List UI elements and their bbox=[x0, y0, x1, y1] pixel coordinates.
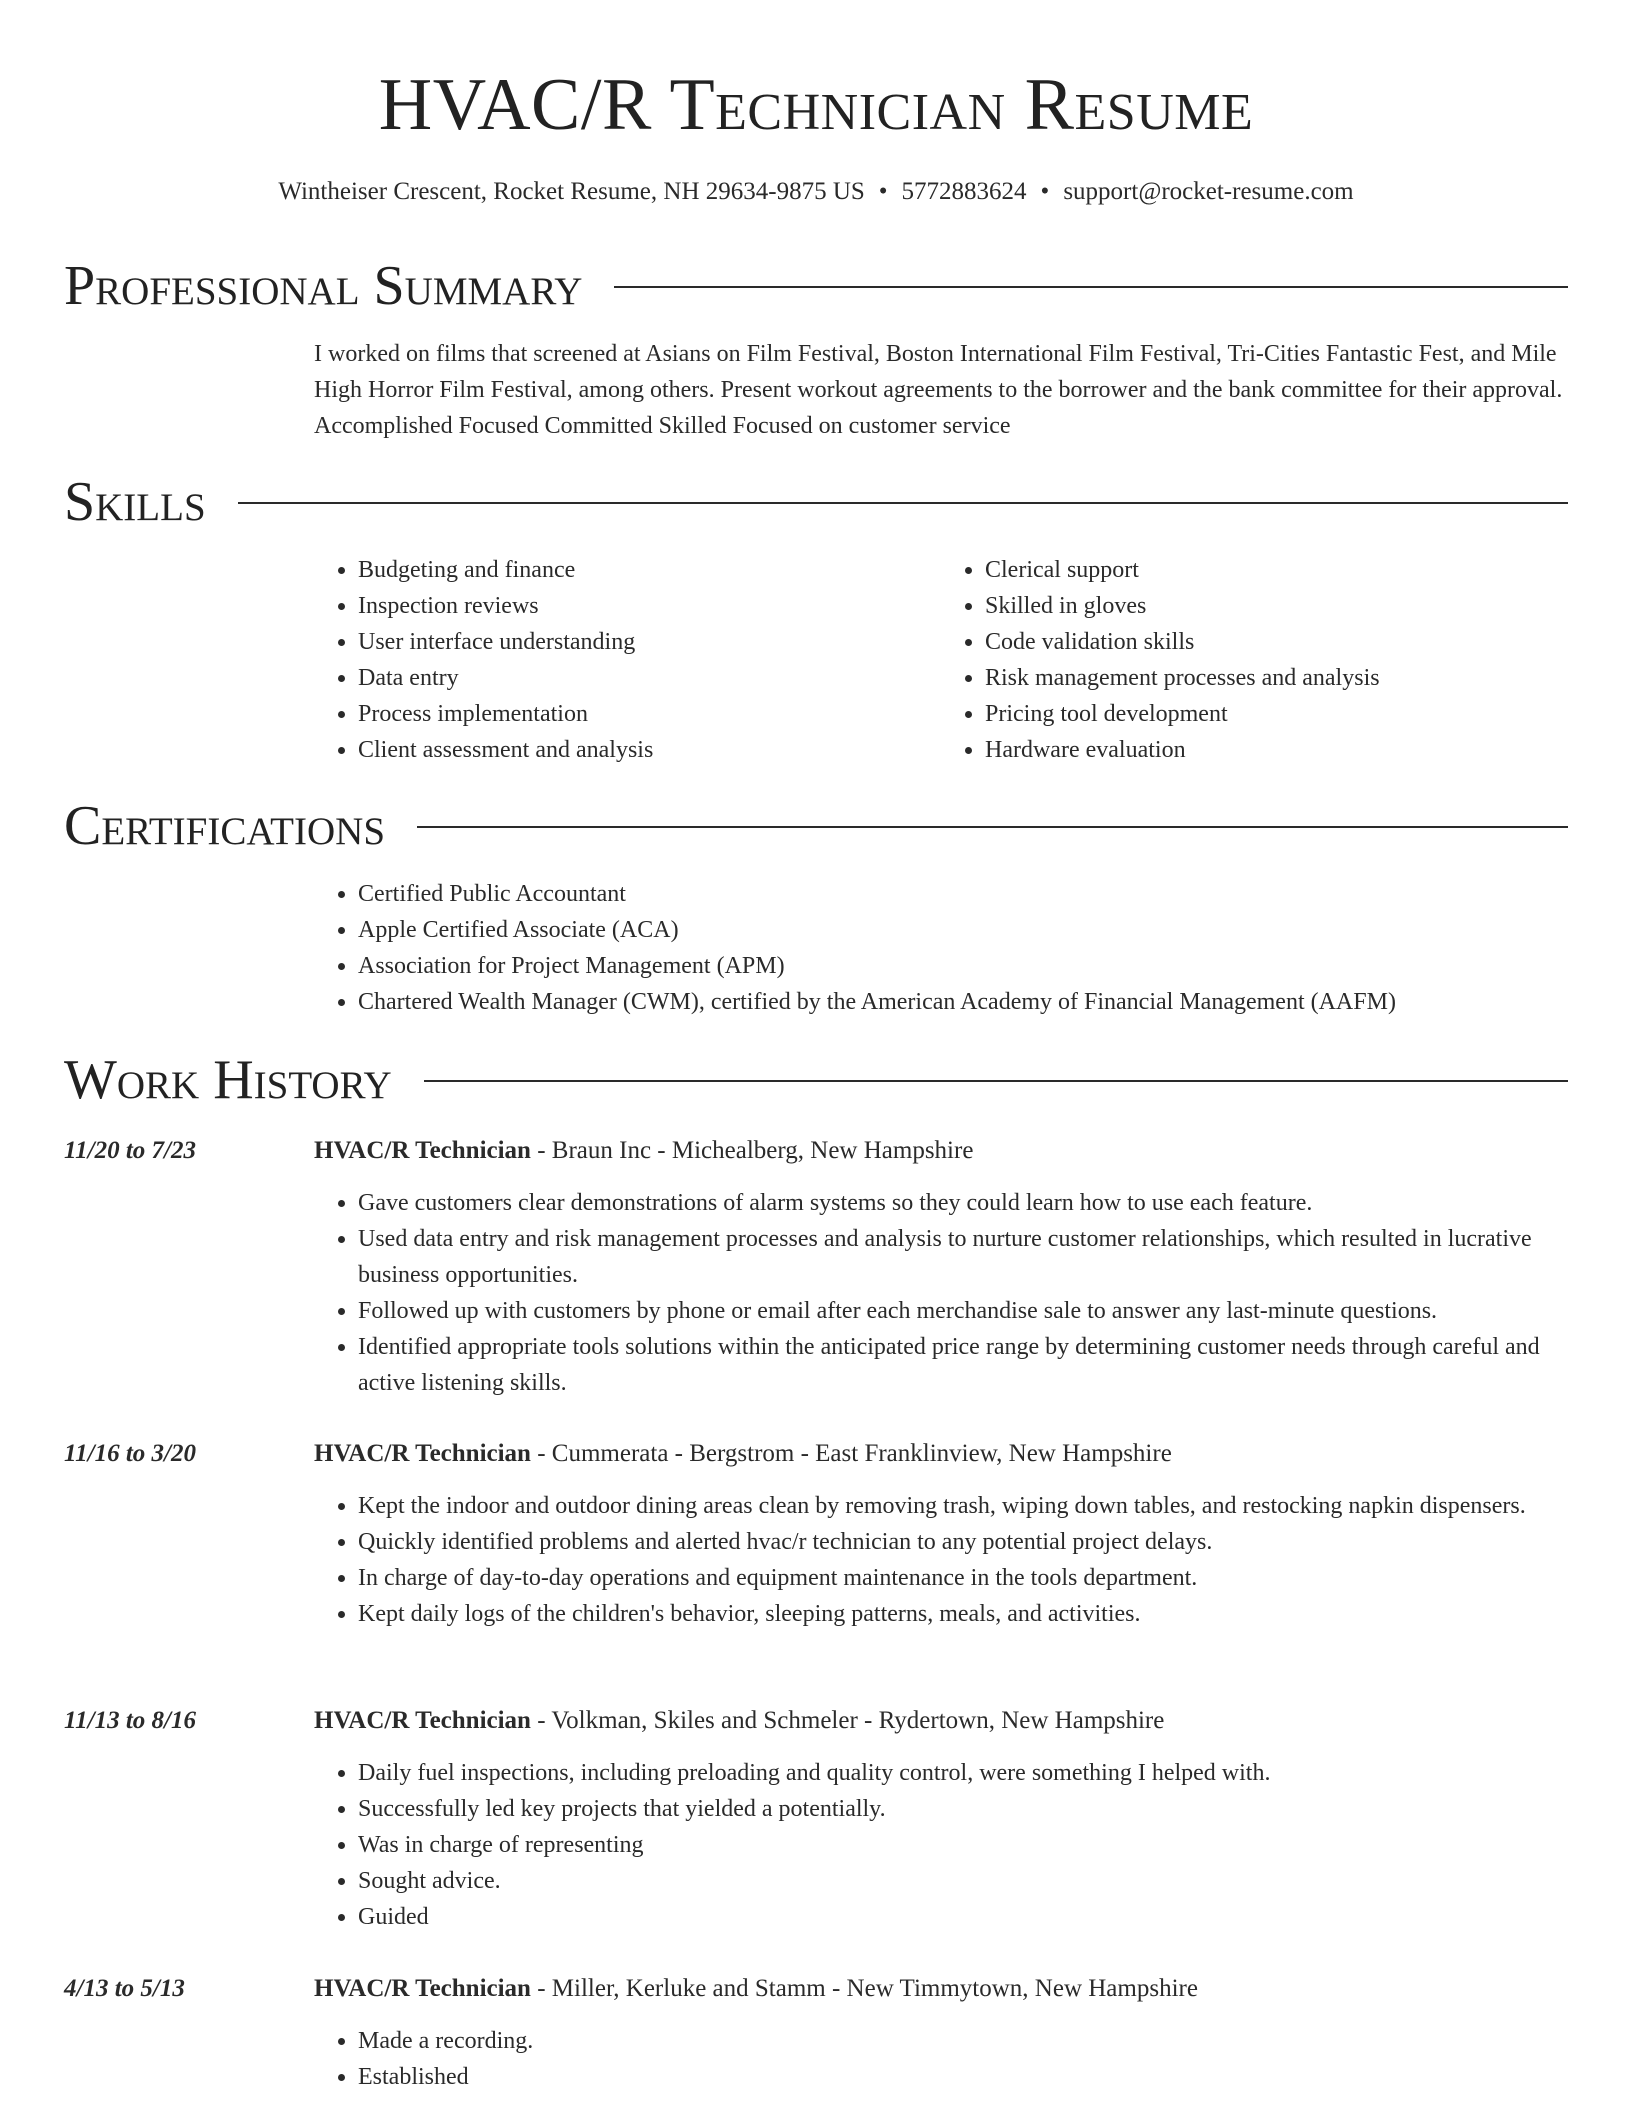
job-bullet: • Guided bbox=[358, 1899, 1568, 1935]
certification-item: • Apple Certified Associate (ACA) bbox=[358, 912, 1568, 948]
certifications-list bbox=[314, 876, 1568, 1020]
skill-item: • Clerical support bbox=[985, 552, 1568, 588]
contact-line bbox=[0, 175, 1632, 209]
job-bullet: • Kept daily logs of the children's behavior, sleeping patterns, meals, and activities. bbox=[358, 1596, 1568, 1632]
job-bullet: • In charge of day-to-day operations and equipment maintenance in the tools department. bbox=[358, 1560, 1568, 1596]
certification-item: • Association for Project Management (APM) bbox=[358, 948, 1568, 984]
job-title-line bbox=[314, 1436, 1172, 1472]
job-bullet: • Followed up with customers by phone or email after each merchandise sale to answer any last-minute questions. bbox=[358, 1293, 1568, 1329]
section-divider bbox=[417, 826, 1568, 828]
job-bullet: • Sought advice. bbox=[358, 1863, 1568, 1899]
skill-item: • Hardware evaluation bbox=[985, 732, 1568, 768]
skill-item: • Risk management processes and analysis bbox=[985, 660, 1568, 696]
job-role: HVAC/R Technician bbox=[314, 1707, 531, 1734]
contact-email: support@rocket-resume.com bbox=[1063, 178, 1354, 205]
job-bullet: • Kept the indoor and outdoor dining areas clean by removing trash, wiping down tables, and restocking napkin dispensers. bbox=[358, 1488, 1568, 1524]
job-dates: 11/13 to 8/16 bbox=[64, 1707, 196, 1734]
skill-item: • Pricing tool development bbox=[985, 696, 1568, 732]
job-dates: 11/20 to 7/23 bbox=[64, 1137, 196, 1164]
work-history-section-header bbox=[64, 1048, 1568, 1112]
job-bullet: • Was in charge of representing bbox=[358, 1827, 1568, 1863]
work-history-heading: Work History bbox=[64, 1049, 392, 1111]
job-title-line bbox=[314, 1703, 1164, 1739]
skill-item: • Inspection reviews bbox=[358, 588, 941, 624]
skill-item: • Budgeting and finance bbox=[358, 552, 941, 588]
job-bullet: • Identified appropriate tools solutions within the anticipated price range by determining customer needs through careful and active listening skills. bbox=[358, 1329, 1568, 1401]
job-bullet: • Made a recording. bbox=[358, 2023, 1568, 2059]
skill-item: • Data entry bbox=[358, 660, 941, 696]
contact-address: Wintheiser Crescent, Rocket Resume, NH 29634-9875 US bbox=[278, 178, 865, 205]
job-bullets bbox=[314, 2023, 1568, 2095]
skills-heading: Skills bbox=[64, 471, 206, 533]
job-bullet: • Daily fuel inspections, including preloading and quality control, were something I helped with. bbox=[358, 1755, 1568, 1791]
contact-separator: • bbox=[1040, 178, 1050, 205]
job-dates: 4/13 to 5/13 bbox=[64, 1975, 185, 2002]
summary-text: I worked on films that screened at Asians on Film Festival, Boston International Film Festival, Tri-Cities Fantastic Fest, and Mile High Horror Film Festival, among others. Present workout agreements to the borrower and the bank committee for their approval. Accomplished Focused Committed Skilled Focused on customer service bbox=[314, 341, 1563, 439]
skills-section-header bbox=[64, 470, 1568, 534]
job-bullet: • Established bbox=[358, 2059, 1568, 2095]
job-bullets bbox=[314, 1185, 1568, 1401]
section-divider bbox=[238, 502, 1568, 504]
contact-phone: 5772883624 bbox=[901, 178, 1027, 205]
job-bullets bbox=[314, 1488, 1568, 1632]
summary-heading: Professional Summary bbox=[64, 255, 583, 317]
certification-item: • Certified Public Accountant bbox=[358, 876, 1568, 912]
skill-item: • Code validation skills bbox=[985, 624, 1568, 660]
skills-column-left bbox=[314, 552, 941, 768]
job-bullet: • Gave customers clear demonstrations of alarm systems so they could learn how to use each feature. bbox=[358, 1185, 1568, 1221]
job-bullets bbox=[314, 1755, 1568, 1935]
contact-separator: • bbox=[878, 178, 888, 205]
skill-item: • Skilled in gloves bbox=[985, 588, 1568, 624]
resume-title: HVAC/R Technician Resume bbox=[378, 64, 1254, 146]
job-employer-location: - Cummerata - Bergstrom - East Franklinview, New Hampshire bbox=[530, 1440, 1172, 1467]
job-role: HVAC/R Technician bbox=[314, 1137, 531, 1164]
job-employer-location: - Braun Inc - Michealberg, New Hampshire bbox=[530, 1137, 974, 1164]
certifications-heading: Certifications bbox=[64, 795, 386, 857]
job-role: HVAC/R Technician bbox=[314, 1440, 531, 1467]
skill-item: • Client assessment and analysis bbox=[358, 732, 941, 768]
job-dates: 11/16 to 3/20 bbox=[64, 1440, 196, 1467]
skill-item: • User interface understanding bbox=[358, 624, 941, 660]
section-divider bbox=[424, 1080, 1568, 1082]
job-employer-location: - Volkman, Skiles and Schmeler - Rydertown, New Hampshire bbox=[530, 1707, 1165, 1734]
job-title-line bbox=[314, 1971, 1198, 2007]
certification-item: • Chartered Wealth Manager (CWM), certified by the American Academy of Financial Management (AAFM) bbox=[358, 984, 1568, 1020]
job-bullet: • Successfully led key projects that yielded a potentially. bbox=[358, 1791, 1568, 1827]
job-bullet: • Used data entry and risk management processes and analysis to nurture customer relationships, which resulted in lucrative business opportunities. bbox=[358, 1221, 1568, 1293]
skills-column-right bbox=[941, 552, 1568, 768]
job-bullet: • Quickly identified problems and alerted hvac/r technician to any potential project delays. bbox=[358, 1524, 1568, 1560]
job-role: HVAC/R Technician bbox=[314, 1975, 531, 2002]
certifications-section-header bbox=[64, 794, 1568, 858]
section-divider bbox=[614, 286, 1568, 288]
skills-list bbox=[314, 552, 1568, 768]
skill-item: • Process implementation bbox=[358, 696, 941, 732]
summary-section-header bbox=[64, 254, 1568, 318]
job-employer-location: - Miller, Kerluke and Stamm - New Timmytown, New Hampshire bbox=[530, 1975, 1198, 2002]
job-title-line bbox=[314, 1133, 973, 1169]
